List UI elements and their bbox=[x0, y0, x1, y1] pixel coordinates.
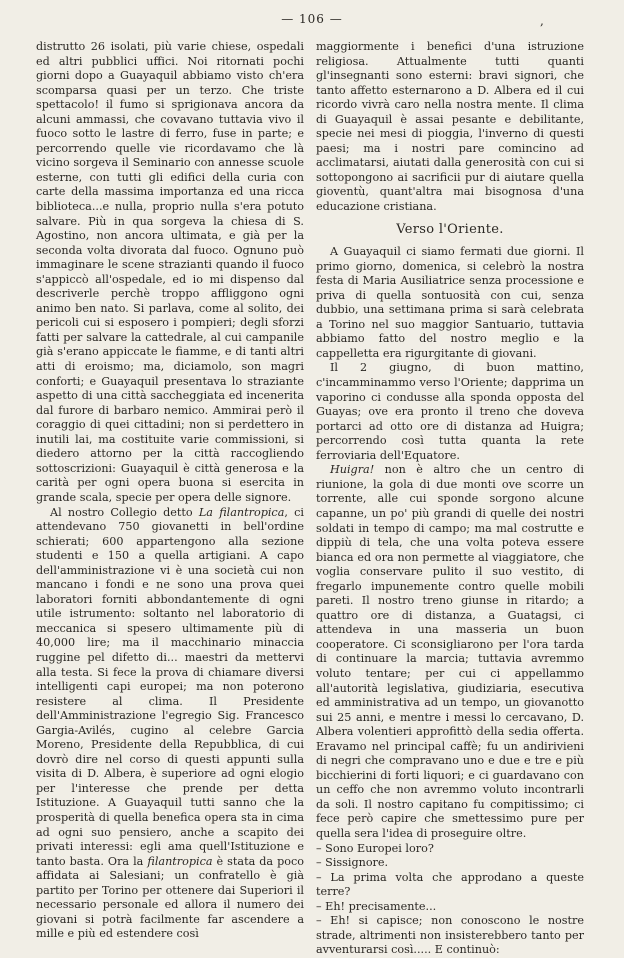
text-run: non è altro che un centro di riunione, la gola di due monti ove scorre un torrente, alle cui sponde sorgono alcune capanne, un po' più grandi di quelle dei nostri soldati in tempo di campo; ma mal costrutte e dippiù di tela, che una volta poteva essere bianca ed ora non permette al viaggiatore, che voglia conservare pulito il suo vestito, di fregarlo impunemente contro quelle mobili pareti. Il nostro treno giunse in ritardo; a quattro ore di distanza, a Guatagsi, ci attendeva in una masseria un buon cooperatore. Ci sconsigliarono per l'ora tarda di continuare la marcia; tuttavia avremmo voluto tentare; per cui ci appellammo all'autorità legislativa, giudiziaria, esecutiva ed amministrativa ad un tempo, un giovanotto sui 25 anni, e mentre i messi lo cercavano, D. Albera volentieri approfittò della sedia offerta. Eravamo nel principal caffè; fu un andirivieni di negri che compravano uno e due e tre e più bicchierini di forti liquori; e ci guardavano con un ceffo che non avremmo voluto incontrarli da soli. Il nostro capitano fu compitissimo; ci fece però capire che smettessimo pure per quella sera l'idea di proseguire oltre. bbox=[316, 463, 584, 840]
text-run: è stata da poco affidata ai Salesiani; un confratello è già partito per Torino per ottenere dai Superiori il necessario personale ed allora il numero dei giovani si potrà facilmente far ascendere a mille e più ed estendere così bbox=[36, 854, 304, 941]
left-paragraph-2 bbox=[36, 506, 304, 942]
dialog-line: – Eh! precisamente... bbox=[316, 899, 437, 913]
place-name: Huigra! bbox=[330, 463, 375, 477]
dialog-line: – Eh! si capisce; non conoscono le nostre strade, altrimenti non insisterebbero tanto per avventurarsi così..... E continuò: bbox=[316, 914, 584, 957]
right-paragraph-2: A Guayaquil ci siamo fermati due giorni. Il primo giorno, domenica, si celebrò la nostra festa di Maria Ausiliatrice senza processione e priva di quella sontuosità con cui, senza dubbio, una settimana prima si sarà celebrata a Torino nel suo maggior Santuario, tuttavia abbiamo fatto del nostro meglio e la cappelletta era rigurgitante di giovani. bbox=[316, 245, 584, 360]
dialog-line: – Sissignore. bbox=[316, 856, 389, 870]
dialog-line: – La prima volta che approdano a queste terre? bbox=[316, 870, 584, 899]
right-paragraph-4 bbox=[316, 463, 584, 841]
right-paragraph-3: Il 2 giugno, di buon mattino, c'incamminammo verso l'Oriente; dapprima un vaporino ci condusse alla sponda opposta del Guayas; ove era pronto il treno che doveva portarci ad otto ore di distanza ad Huigra; percorrendo così tutta quanta la rete ferroviaria dell'Equatore. bbox=[316, 361, 584, 462]
collegio-name: La filantropica bbox=[198, 505, 285, 519]
right-paragraph-1: maggiormente i benefici d'una istruzione religiosa. Attualmente tutti quanti gl'insegnanti sono esterni: bravi signori, che tanto affetto esternarono a D. Albera ed il cui ricordo vivrà caro nella nostra mente. Il clima di Guayaquil è assai pesante e debilitante, specie nei mesi di pioggia, l'inverno di questi paesi; ma i nostri pare comincino ad acclimatarsi, aiutati dalla generosità con cui si sottopongono ai sacrificii pur di aiutare quella gioventù, quant'altra mai bisognosa d'una educazione cristiana. bbox=[316, 40, 584, 214]
text-run: , ci attendevano 750 giovanetti in bell'ordine schierati; 600 appartengono alla sezione studenti e 150 a quella artigiani. A capo dell'amministrazione vi è una società cui non mancano i fondi e ne sono una prova quei laboratori forniti abbondantemente di ogni utile istrumento: soltanto nel laboratorio di meccanica si spesero ultimamente più di 40,000 lire; ma il macchinario minaccia ruggine pel difetto di... maestri da mettervi alla testa. Si fece la prova di chiamare diversi intelligenti capi europei; ma non poterono resistere al clima. Il Presidente dell'Amministrazione l'egregio Sig. Francesco Gargia-Avilés, cugino al celebre Garcia Moreno, Presidente della Repubblica, di cui dovrò dire nel corso di questi appunti sulla visita di D. Albera, è superiore ad ogni elogio per l'interesse che prende per detta Istituzione. A Guayaquil tutti sanno che la prosperità di quella benefica opera sta in cima ad ogni suo pensiero, anche a scapito dei privati interessi: egli ama quell'Istituzione e tanto basta. Ora la bbox=[36, 505, 304, 868]
collegio-name-short: filantropica bbox=[147, 854, 213, 868]
right-column bbox=[316, 40, 584, 958]
dialog-line: – Sono Europei loro? bbox=[316, 841, 434, 855]
stray-mark: , bbox=[540, 14, 544, 28]
left-column bbox=[36, 40, 304, 942]
page-number: — 106 — bbox=[281, 12, 343, 26]
text-run: Al nostro Collegio detto bbox=[50, 505, 199, 519]
left-paragraph-1: distrutto 26 isolati, più varie chiese, ospedali ed altri pubblici uffici. Noi ritornati pochi giorni dopo a Guayaquil abbiamo visto ch'era scomparsa quasi per un terzo. Che triste spettacolo! il fumo si sprigionava ancora da alcuni ammassi, che covavano tuttavia vivo il fuoco sotto le lastre di ferro, fuse in parte; e percorrendo quelle vie ricordavamo che là vicino sorgeva il Seminario con annesse scuole esterne, con tutti gli edifici della curia con carte della massima importanza ed una ricca biblioteca...e nulla, proprio nulla s'era potuto salvare. Più in qua sorgeva la chiesa di S. Agostino, non ancora ultimata, e già per la seconda volta divorata dal fuoco. Ognuno può immaginare le scene strazianti quando il fuoco s'appiccò all'ospedale, ed io mi dispenso dal descriverle perchè troppo affliggono ogni animo ben nato. Si parlava, come al solito, dei pericoli cui si esposero i pompieri; degli sforzi fatti per salvare la cattedrale, al cui campanile già s'erano appiccate le fiamme, e di tanti altri atti di eroismo; ma, diciamolo, son magri conforti; e Guayaquil presentava lo straziante aspetto di una città saccheggiata ed incenerita dal furore di barbaro nemico. Ammirai però il coraggio di quei cittadini; non si perdettero in inutili lai, ma costituite varie commissioni, si diedero attorno per la città raccogliendo sottoscrizioni: Guayaquil è città generosa e la carità per ogni opera buona si esercita in grande scala, specie per opera delle signore. bbox=[36, 40, 304, 504]
section-title: Verso l'Oriente. bbox=[396, 221, 504, 237]
